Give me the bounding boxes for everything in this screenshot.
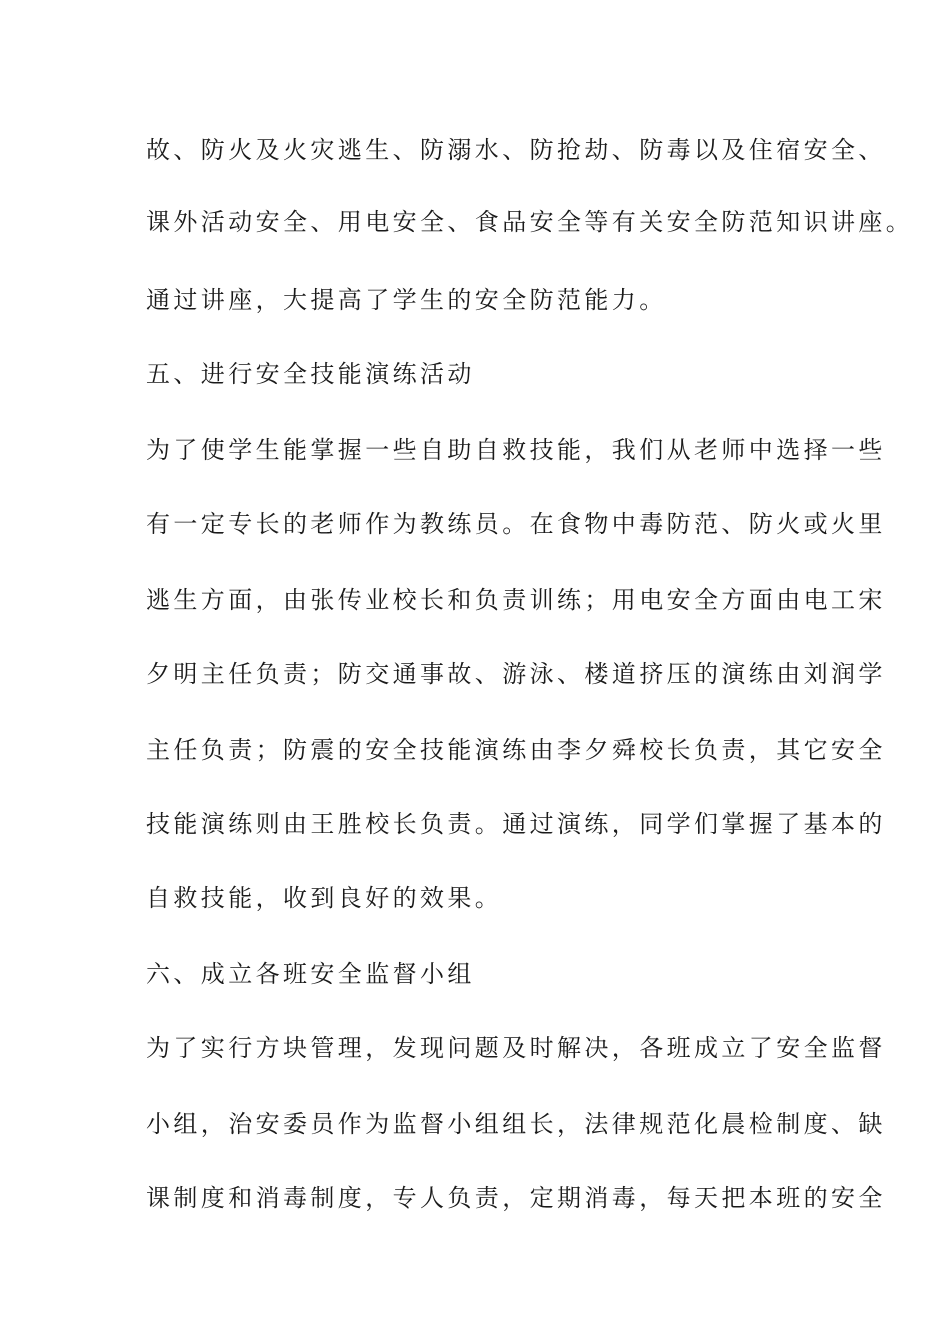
text-line-8: 夕明主任负责；防交通事故、游泳、楼道挤压的演练由刘润学: [146, 660, 886, 688]
text-line-5: 为了使学生能掌握一些自助自救技能，我们从老师中选择一些: [146, 436, 886, 464]
text-line-10: 技能演练则由王胜校长负责。通过演练，同学们掌握了基本的: [146, 810, 886, 838]
text-line-11: 自救技能，收到良好的效果。: [146, 884, 503, 912]
text-line-1: 故、防火及火灾逃生、防溺水、防抢劫、防毒以及住宿安全、: [146, 136, 886, 164]
section-heading-6: 六、成立各班安全监督小组: [146, 960, 475, 988]
text-line-6: 有一定专长的老师作为教练员。在食物中毒防范、防火或火里: [146, 510, 886, 538]
text-line-9: 主任负责；防震的安全技能演练由李夕舜校长负责，其它安全: [146, 736, 886, 764]
text-line-7: 逃生方面，由张传业校长和负责训练；用电安全方面由电工宋: [146, 586, 886, 614]
text-line-14: 小组，治安委员作为监督小组组长，法律规范化晨检制度、缺: [146, 1110, 886, 1138]
text-line-13: 为了实行方块管理，发现问题及时解决，各班成立了安全监督: [146, 1034, 886, 1062]
text-line-3: 通过讲座，大提高了学生的安全防范能力。: [146, 286, 667, 314]
text-line-2: 课外活动安全、用电安全、食品安全等有关安全防范知识讲座。: [146, 208, 914, 236]
section-heading-5: 五、进行安全技能演练活动: [146, 360, 475, 388]
text-line-15: 课制度和消毒制度，专人负责，定期消毒，每天把本班的安全: [146, 1184, 886, 1212]
